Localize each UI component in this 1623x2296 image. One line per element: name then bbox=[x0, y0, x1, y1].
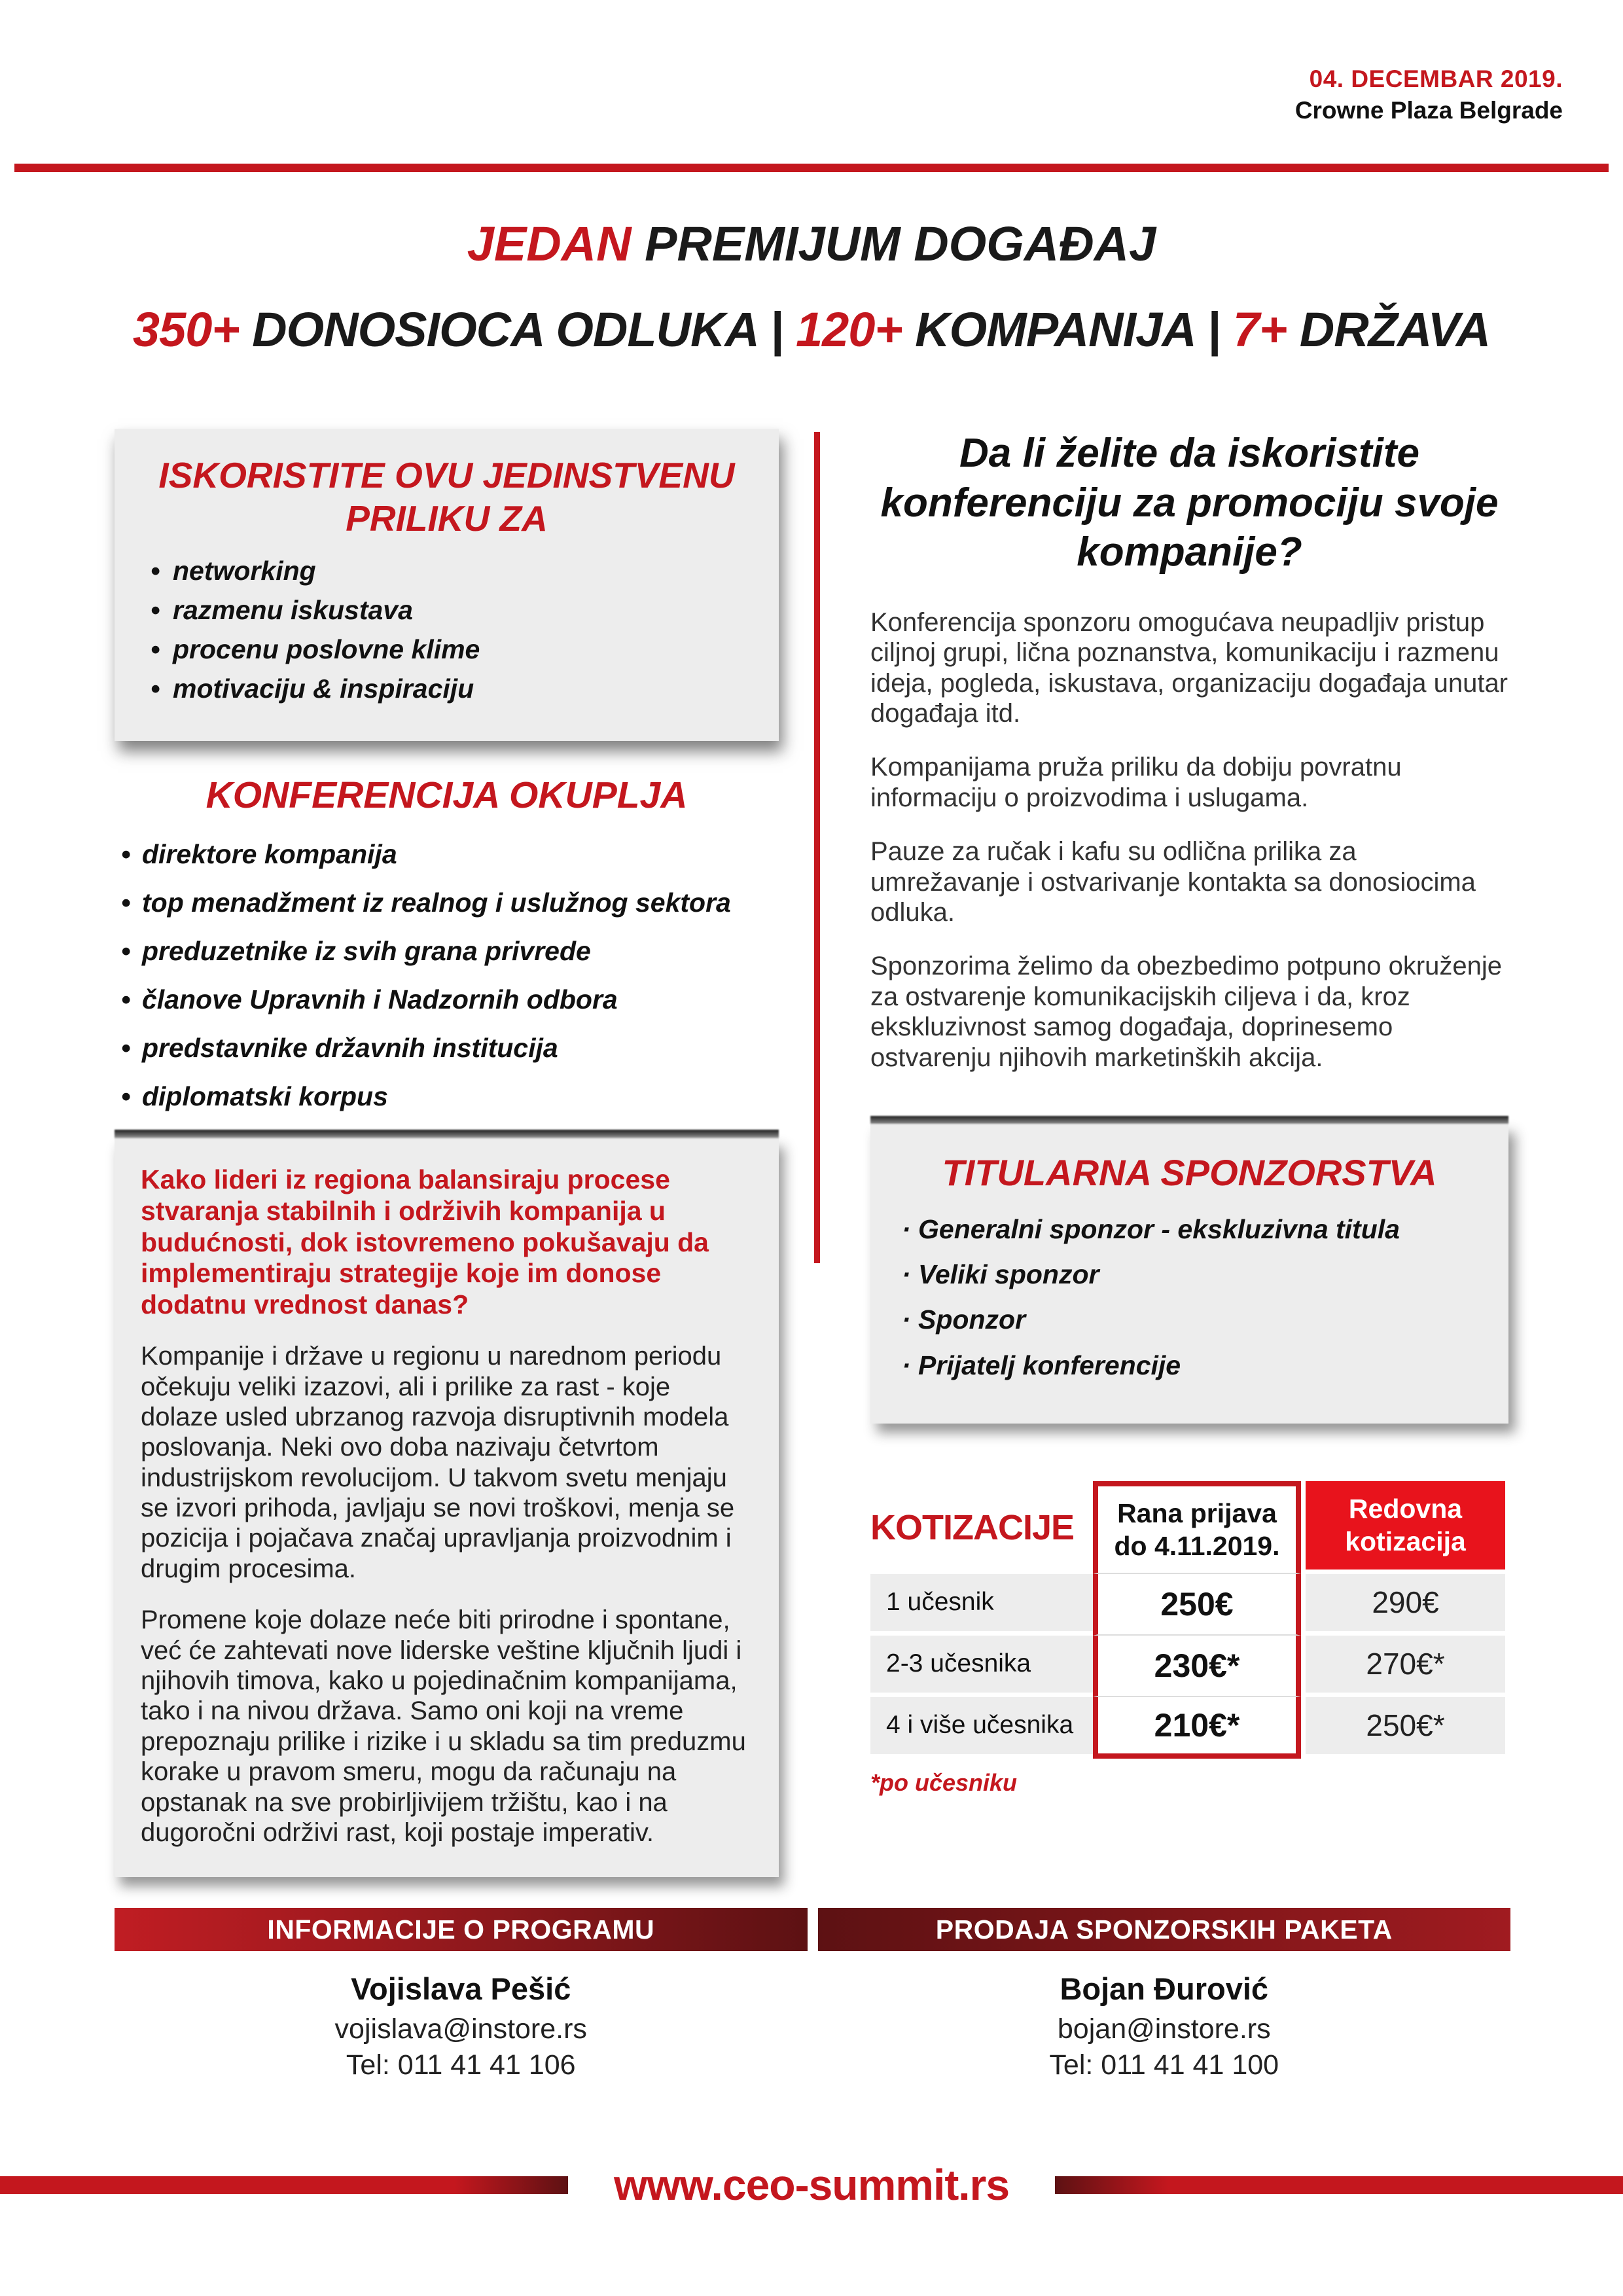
pricing-section bbox=[870, 1481, 1508, 1797]
list-item: • networking bbox=[144, 556, 749, 586]
regular-header bbox=[1306, 1481, 1505, 1570]
hero bbox=[0, 216, 1623, 357]
event-venue: Crowne Plaza Belgrade bbox=[1294, 97, 1563, 124]
promo-section bbox=[870, 429, 1508, 1073]
early-bird-price: 250€ bbox=[1093, 1574, 1301, 1636]
contact-phone: Tel: 011 41 41 100 bbox=[1049, 2049, 1279, 2081]
gathers-list bbox=[115, 839, 779, 1113]
website-link[interactable]: www.ceo-summit.rs bbox=[613, 2161, 1010, 2209]
website-strip bbox=[0, 2160, 1623, 2210]
paragraph: Kompanijama pruža priliku da dobiju povratnu informaciju o proizvodima i uslugama. bbox=[870, 753, 1402, 812]
event-date: 04. DECEMBAR 2019. bbox=[1309, 65, 1563, 92]
paragraph: Promene koje dolaze neće biti prirodne i spontane, već će zahtevati nove liderske veštine ključnih ljudi i njihovih timova, kako u pojedinačnim kompanijama, tako i na nivou država. Samo oni koji na vreme prepoznaju prilike i rizike i u skladu sa tim preduzmu korake u pravom smeru, mogu da računaju na opstanak na sve probirljivijem tržištu, kao i na dugoročni održivi rast, koji postaje imperativ. bbox=[141, 1605, 746, 1847]
pricing-label: KOTIZACIJE bbox=[870, 1481, 1093, 1574]
early-bird-header bbox=[1093, 1481, 1301, 1574]
contact-phone: Tel: 011 41 41 106 bbox=[346, 2049, 576, 2081]
hero-title-accent: JEDAN bbox=[467, 217, 632, 271]
stat-countries-label: DRŽAVA bbox=[1287, 302, 1491, 357]
regular-price: 270€* bbox=[1306, 1636, 1505, 1697]
list-item: • motivaciju & inspiraciju bbox=[144, 673, 749, 704]
content-columns bbox=[115, 429, 1508, 1877]
pricing-footnote: *po učesniku bbox=[870, 1768, 1018, 1796]
early-bird-price: 210€* bbox=[1093, 1697, 1301, 1759]
shadow-strip bbox=[870, 1116, 1508, 1124]
sales-contact bbox=[818, 1908, 1511, 2081]
paragraph: Sponzorima želimo da obezbedimo potpuno okruženje za ostvarenje komunikacijskih ciljeva i da, kroz ekskluzivnost samog događaja, doprinesemo ostvarenju njihovih marketinških akcija. bbox=[870, 952, 1503, 1072]
left-column bbox=[115, 429, 779, 1877]
opportunity-box bbox=[115, 429, 779, 741]
list-item: • procenu poslovne klime bbox=[144, 634, 749, 665]
paragraph: Konferencija sponzoru omogućava neupadljiv pristup ciljnoj grupi, lična poznanstva, komunikaciju i razmenu ideja, pogleda, iskustava, organizaciju događaja unutar događaja itd. bbox=[870, 607, 1508, 728]
list-item: · Generalni sponzor - ekskluzivna titula bbox=[902, 1213, 1400, 1244]
list-item: · Sponzor bbox=[902, 1304, 1026, 1335]
contact-email[interactable]: bojan@instore.rs bbox=[1057, 2013, 1271, 2045]
stat-companies-label: KOMPANIJA | bbox=[902, 302, 1233, 357]
leadership-question: Kako lideri iz regiona balansiraju procese stvaranja stabilnih i održivih kompanija u budućnosti, dok istovremeno pokušavaju da implementiraju strategije koje im donose dodatnu vrednost danas? bbox=[141, 1164, 709, 1319]
question-box bbox=[115, 1138, 779, 1877]
event-header bbox=[1295, 65, 1563, 124]
hero-title-rest: PREMIJUM DOGAĐAJ bbox=[631, 217, 1156, 271]
program-bar: INFORMACIJE O PROGRAMU bbox=[115, 1908, 808, 1951]
contact-name: Vojislava Pešić bbox=[351, 1971, 571, 2006]
list-item: • diplomatski korpus bbox=[118, 1081, 779, 1112]
opportunity-list bbox=[144, 556, 749, 705]
regular-price: 250€* bbox=[1306, 1697, 1505, 1759]
sponsorship-title: TITULARNA SPONZORSTVA bbox=[942, 1151, 1437, 1193]
hero-stats bbox=[0, 302, 1623, 357]
stat-companies: 120+ bbox=[795, 302, 902, 357]
opportunity-title: ISKORISTITE OVU JEDINSTVENU PRILIKU ZA bbox=[158, 455, 735, 539]
pricing-row-label: 1 učesnik bbox=[870, 1574, 1093, 1636]
regular-price: 290€ bbox=[1306, 1574, 1505, 1636]
paragraph: Pauze za ručak i kafu su odlična prilika za umrežavanje i ostvarivanje kontakta sa donosiocima odluka. bbox=[870, 837, 1476, 927]
stat-attendees: 350+ bbox=[132, 302, 240, 357]
website-bar-left bbox=[0, 2176, 568, 2194]
list-item: • članove Upravnih i Nadzornih odbora bbox=[118, 984, 779, 1015]
program-contact bbox=[115, 1908, 808, 2081]
list-item: • razmenu iskustava bbox=[144, 595, 749, 626]
early-bird-price: 230€* bbox=[1093, 1636, 1301, 1697]
pricing-row-label: 4 i više učesnika bbox=[870, 1697, 1093, 1759]
pricing-row-label: 2-3 učesnika bbox=[870, 1636, 1093, 1697]
shadow-strip bbox=[115, 1130, 779, 1138]
list-item: · Veliki sponzor bbox=[902, 1259, 1099, 1290]
list-item: • direktore kompanija bbox=[118, 839, 779, 870]
early-bird-header-line1: Rana prijava bbox=[1117, 1498, 1277, 1528]
promo-title: Da li želite da iskoristite konferenciju za promociju svoje kompanije? bbox=[880, 431, 1499, 575]
sponsorship-box bbox=[870, 1124, 1508, 1424]
sponsorship-section bbox=[870, 1116, 1508, 1424]
pricing-table bbox=[870, 1481, 1508, 1759]
contacts-footer bbox=[115, 1908, 1510, 2081]
sales-bar: PRODAJA SPONZORSKIH PAKETA bbox=[818, 1908, 1511, 1951]
stat-attendees-label: DONOSIOCA ODLUKA | bbox=[239, 302, 796, 357]
paragraph: Kompanije i države u regionu u narednom periodu očekuju veliki izazovi, ali i prilike za rast - koje dolaze usled ubrzanog razvoja disruptivnih modela poslovanja. Neki ovo doba nazivaju četvrtom industrijskom revolucijom. U takvom svetu menjaju se izvori prihoda, javljaju se novi troškovi, menja se pozicija i pojačava značaj upravljanja proizvodnim i drugim procesima. bbox=[141, 1342, 735, 1583]
regular-header-line2: kotizacija bbox=[1345, 1526, 1466, 1557]
list-item: • predstavnike državnih institucija bbox=[118, 1033, 779, 1064]
sponsorship-list bbox=[902, 1213, 1477, 1382]
list-item: · Prijatelj konferencije bbox=[902, 1350, 1181, 1380]
gathers-section bbox=[115, 774, 779, 1113]
contact-email[interactable]: vojislava@instore.rs bbox=[334, 2013, 587, 2045]
list-item: • top menadžment iz realnog i uslužnog sektora bbox=[118, 888, 779, 918]
list-item: • preduzetnike iz svih grana privrede bbox=[118, 936, 779, 967]
website-bar-right bbox=[1055, 2176, 1623, 2194]
early-bird-header-line2: do 4.11.2019. bbox=[1114, 1530, 1280, 1561]
regular-header-line1: Redovna bbox=[1348, 1494, 1463, 1524]
gathers-title: KONFERENCIJA OKUPLJA bbox=[205, 774, 688, 816]
stat-countries: 7+ bbox=[1232, 302, 1287, 357]
hero-title bbox=[0, 216, 1623, 272]
contact-name: Bojan Đurović bbox=[1060, 1971, 1269, 2006]
header-rule bbox=[14, 164, 1609, 172]
right-column bbox=[870, 429, 1508, 1877]
